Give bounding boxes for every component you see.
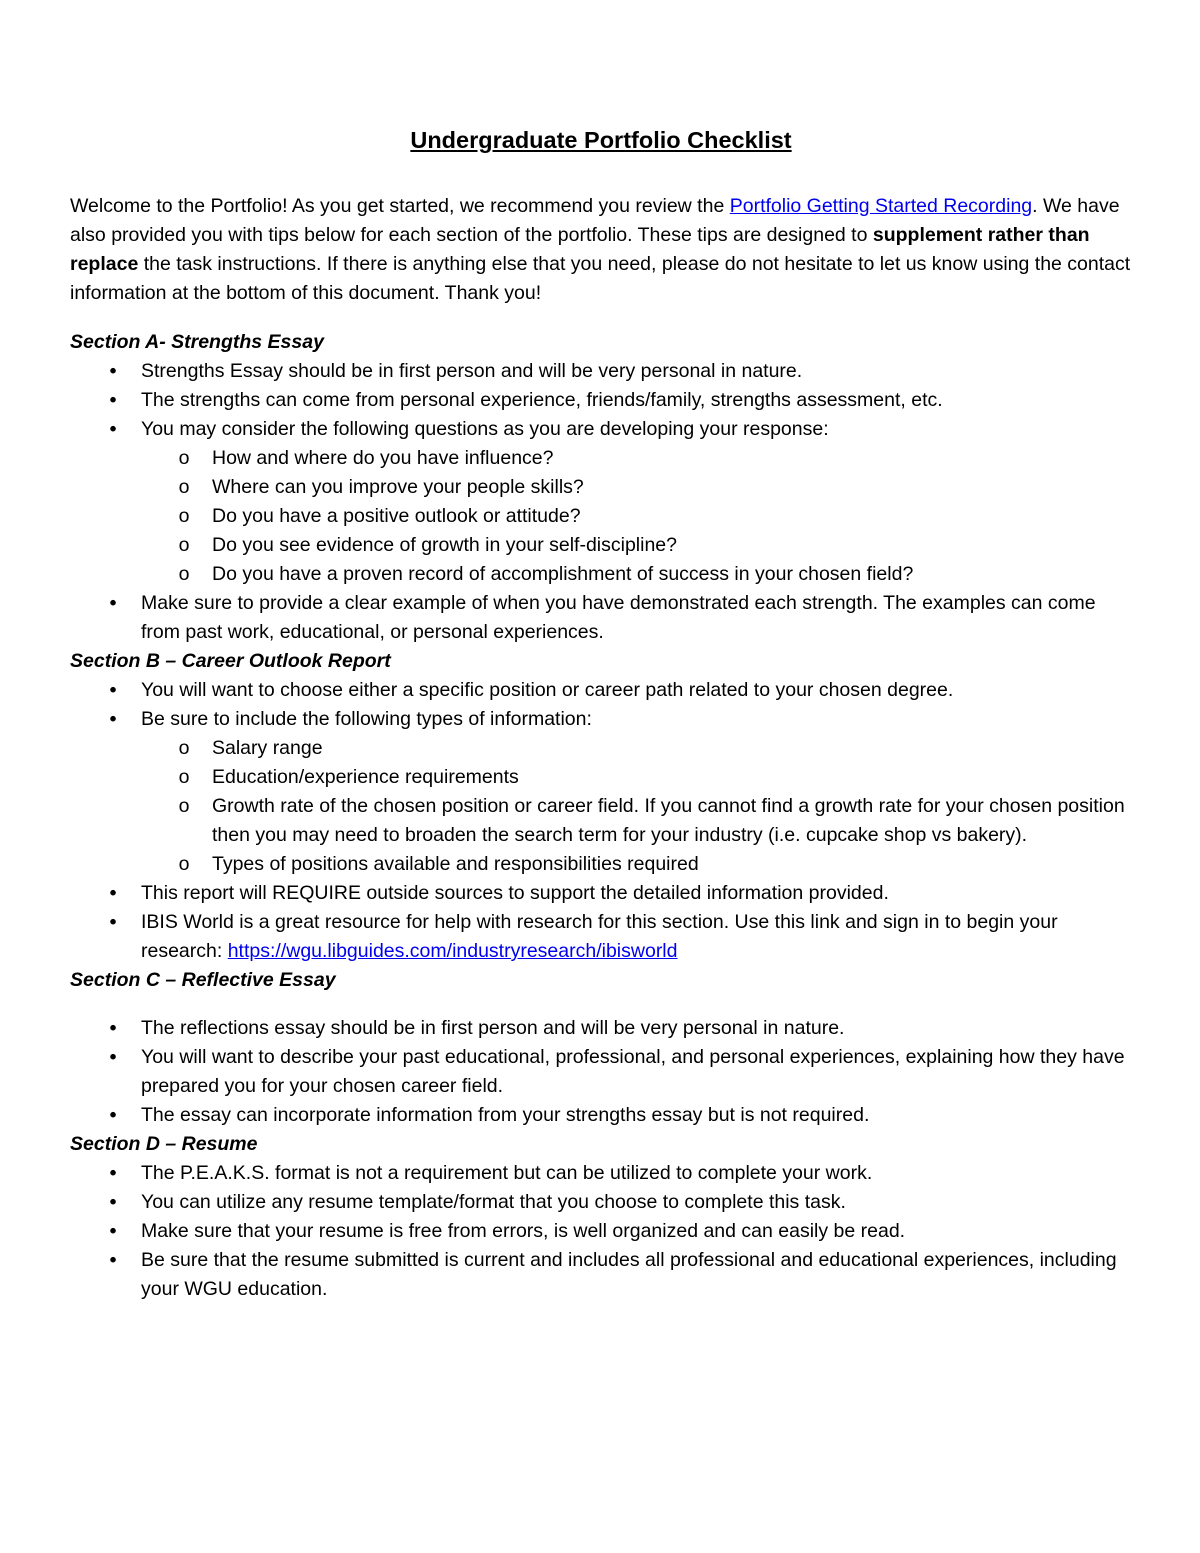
bullet-icon: • <box>109 882 117 904</box>
sub-bullet-icon: o <box>178 853 190 875</box>
sub-bullet-icon: o <box>178 563 190 585</box>
section-a-heading: Section A- Strengths Essay <box>70 331 324 353</box>
list-item: • The reflections essay should be in first person and will be very personal in nature. <box>141 1014 1132 1043</box>
bullet-icon: • <box>109 1191 117 1213</box>
intro-paragraph <box>70 192 1132 308</box>
intro-text-3: the task instructions. If there is anything else that you need, please do not hesitate to let us know using the contact information at the bottom of this document. Thank you! <box>70 253 1131 304</box>
list-item: • This report will REQUIRE outside sources to support the detailed information provided. <box>141 879 1132 908</box>
getting-started-recording-link[interactable]: Portfolio Getting Started Recording <box>729 195 1033 217</box>
section-c-heading: Section C – Reflective Essay <box>70 969 336 991</box>
sub-list-item: o Do you have a proven record of accomplishment of success in your chosen field? <box>212 560 1132 589</box>
bullet-icon: • <box>109 1046 117 1068</box>
bullet-icon: • <box>109 1104 117 1126</box>
bullet-icon: • <box>109 592 117 614</box>
bullet-icon: • <box>109 1220 117 1242</box>
intro-bold-text: supplement rather than replace <box>70 224 1090 275</box>
document-body <box>70 124 1132 1304</box>
intro-text-2: . We have also provided you with tips below for each section of the portfolio. These tips are designed to <box>70 195 1120 246</box>
sub-bullet-icon: o <box>178 737 190 759</box>
sub-list-item: o Growth rate of the chosen position or career field. If you cannot find a growth rate for your chosen position then you may need to broaden the search term for your industry (i.e. cupcake shop vs bakery). <box>212 792 1132 850</box>
bullet-icon: • <box>109 389 117 411</box>
list-item: • You will want to choose either a specific position or career path related to your chosen degree. <box>141 676 1132 705</box>
bullet-icon: • <box>109 708 117 730</box>
bullet-icon: • <box>109 360 117 382</box>
sub-bullet-icon: o <box>178 766 190 788</box>
sub-bullet-icon: o <box>178 534 190 556</box>
sub-list-item: o Do you have a positive outlook or attitude? <box>212 502 1132 531</box>
bullet-icon: • <box>109 911 117 933</box>
list-item: • Strengths Essay should be in first person and will be very personal in nature. <box>141 357 1132 386</box>
section-d-heading: Section D – Resume <box>70 1133 258 1155</box>
bullet-icon: • <box>109 1162 117 1184</box>
sub-list-item: o Where can you improve your people skills? <box>212 473 1132 502</box>
list-item: • Be sure that the resume submitted is current and includes all professional and educational experiences, including your WGU education. <box>141 1246 1132 1304</box>
bullet-icon: • <box>109 418 117 440</box>
list-item: • You will want to describe your past educational, professional, and personal experiences, explaining how they have prepared you for your chosen career field. <box>141 1043 1132 1101</box>
section-b-sublist <box>141 734 1132 879</box>
sub-list-item: o Do you see evidence of growth in your self-discipline? <box>212 531 1132 560</box>
section-c-list <box>70 1014 1132 1130</box>
sub-bullet-icon: o <box>178 476 190 498</box>
list-item: • The essay can incorporate information from your strengths essay but is not required. <box>141 1101 1132 1130</box>
list-item: • You can utilize any resume template/format that you choose to complete this task. <box>141 1188 1132 1217</box>
section-a-sublist <box>141 444 1132 589</box>
list-item: • Make sure that your resume is free from errors, is well organized and can easily be read. <box>141 1217 1132 1246</box>
sub-bullet-icon: o <box>178 795 190 817</box>
document-title: Undergraduate Portfolio Checklist <box>410 127 792 153</box>
section-a-list <box>70 357 1132 647</box>
list-item: • The strengths can come from personal experience, friends/family, strengths assessment, etc. <box>141 386 1132 415</box>
list-item: • IBIS World is a great resource for help with research for this section. Use this link and sign in to begin your research: https://wgu.libguides.com/industryresearch/ibisworld <box>141 908 1132 966</box>
list-item: • Be sure to include the following types of information: o Salary range o Education/experience requirements o Growth rate of the chosen position or career field. If you cannot find a growth rate for your chosen position then you may need to broaden the search term for your industry (i.e. cupcake shop vs bakery). o Types of positions available and responsibilities required <box>141 705 1132 879</box>
section-b-list <box>70 676 1132 966</box>
ibisworld-link[interactable]: https://wgu.libguides.com/industryresearch/ibisworld <box>227 940 678 962</box>
sub-list-item: o How and where do you have influence? <box>212 444 1132 473</box>
sub-bullet-icon: o <box>178 505 190 527</box>
bullet-icon: • <box>109 1249 117 1271</box>
intro-text-1: Welcome to the Portfolio! As you get started, we recommend you review the <box>70 195 730 217</box>
bullet-icon: • <box>109 679 117 701</box>
sub-list-item: o Salary range <box>212 734 1132 763</box>
bullet-icon: • <box>109 1017 117 1039</box>
list-item: • You may consider the following questions as you are developing your response: o How and where do you have influence? o Where can you improve your people skills? o Do you have a positive outlook or attitude? o Do you see evidence of growth in your self-discipline? o Do you have a proven record of accomplishment of success in your chosen field? <box>141 415 1132 589</box>
section-b-heading: Section B – Career Outlook Report <box>70 650 391 672</box>
sub-list-item: o Education/experience requirements <box>212 763 1132 792</box>
sub-list-item: o Types of positions available and responsibilities required <box>212 850 1132 879</box>
list-item: • The P.E.A.K.S. format is not a requirement but can be utilized to complete your work. <box>141 1159 1132 1188</box>
list-item: • Make sure to provide a clear example of when you have demonstrated each strength. The examples can come from past work, educational, or personal experiences. <box>141 589 1132 647</box>
section-d-list <box>70 1159 1132 1304</box>
sub-bullet-icon: o <box>178 447 190 469</box>
